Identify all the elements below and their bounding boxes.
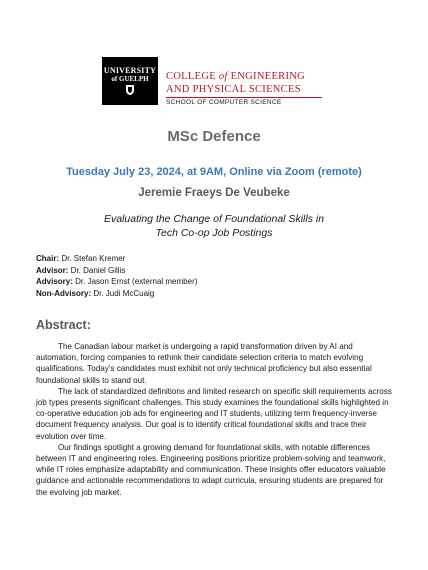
committee-role: Advisory: <box>36 277 73 286</box>
committee-member: Dr. Stefan Kremer <box>59 254 126 263</box>
committee-member: Dr. Jason Ernst (external member) <box>72 277 198 286</box>
thesis-title-line2: Tech Co-op Job Postings <box>155 227 273 239</box>
committee-member: Dr. Daniel Gillis <box>68 265 126 275</box>
committee-row-advisory <box>36 276 197 288</box>
abstract-paragraph: Our findings spotlight a growing demand for foundational skills, with notable differences between IT and engineering roles. Engineering positions prioritize problem-solving and teamwork, while IT roles emphasize adaptability and communication. These insights offer educators valuable guidance and actionable recommendations to adapt curricula, ensuring students are prepared for the evolving job market. <box>36 442 386 497</box>
student-name: Jeremie Fraeys De Veubeke <box>138 187 290 199</box>
logo-guelph-text: of GUELPH <box>111 74 149 83</box>
university-logo <box>102 57 158 105</box>
event-title: MSc Defence <box>167 128 261 145</box>
committee-row-non-advisory <box>36 288 197 300</box>
committee-role: Non-Advisory: <box>36 288 92 298</box>
college-name-line1 <box>166 70 305 83</box>
college-name-line2: AND PHYSICAL SCIENCES <box>166 84 301 95</box>
committee-list <box>36 253 197 299</box>
header-divider <box>166 97 322 98</box>
college-name <box>166 70 305 96</box>
event-date-line: Tuesday July 23, 2024, at 9AM, Online via Zoom (remote) <box>66 166 362 178</box>
abstract-body <box>36 341 392 498</box>
crest-icon <box>126 85 134 95</box>
thesis-title-line1: Evaluating the Change of Foundational Skills in <box>103 213 325 225</box>
college-word-of: of <box>218 71 228 82</box>
abstract-paragraph: The lack of standardized definitions and limited research on specific skill requirements across job types presents significant challenges. This study examines the foundational skills highlighted in co-operative education job ads for engineering and IT students, utilizing term frequency-inverse document frequency analysis. Our goal is to identify critical foundational skills and trace their evolution over time. <box>36 386 392 441</box>
school-name: SCHOOL OF COMPUTER SCIENCE <box>166 99 282 106</box>
college-word-engineering: ENGINEERING <box>227 71 306 82</box>
committee-role: Chair: <box>36 254 60 263</box>
abstract-heading: Abstract: <box>36 318 91 332</box>
committee-role: Advisor: <box>36 265 69 275</box>
abstract-paragraph: The Canadian labour market is undergoing a rapid transformation driven by AI and automation, forcing companies to rethink their candidate selection criteria to match evolving qualifications. Today’s candidates must exhibit not only technical proficiency but also essential foundational skills to stand out. <box>36 342 372 385</box>
logo-university-text: UNIVERSITY <box>103 66 157 76</box>
committee-member: Dr. Judi McCuaig <box>91 288 155 298</box>
committee-row-advisor <box>36 265 197 277</box>
thesis-title <box>0 212 428 240</box>
college-word-college: COLLEGE <box>166 71 219 82</box>
committee-row-chair <box>36 253 197 265</box>
